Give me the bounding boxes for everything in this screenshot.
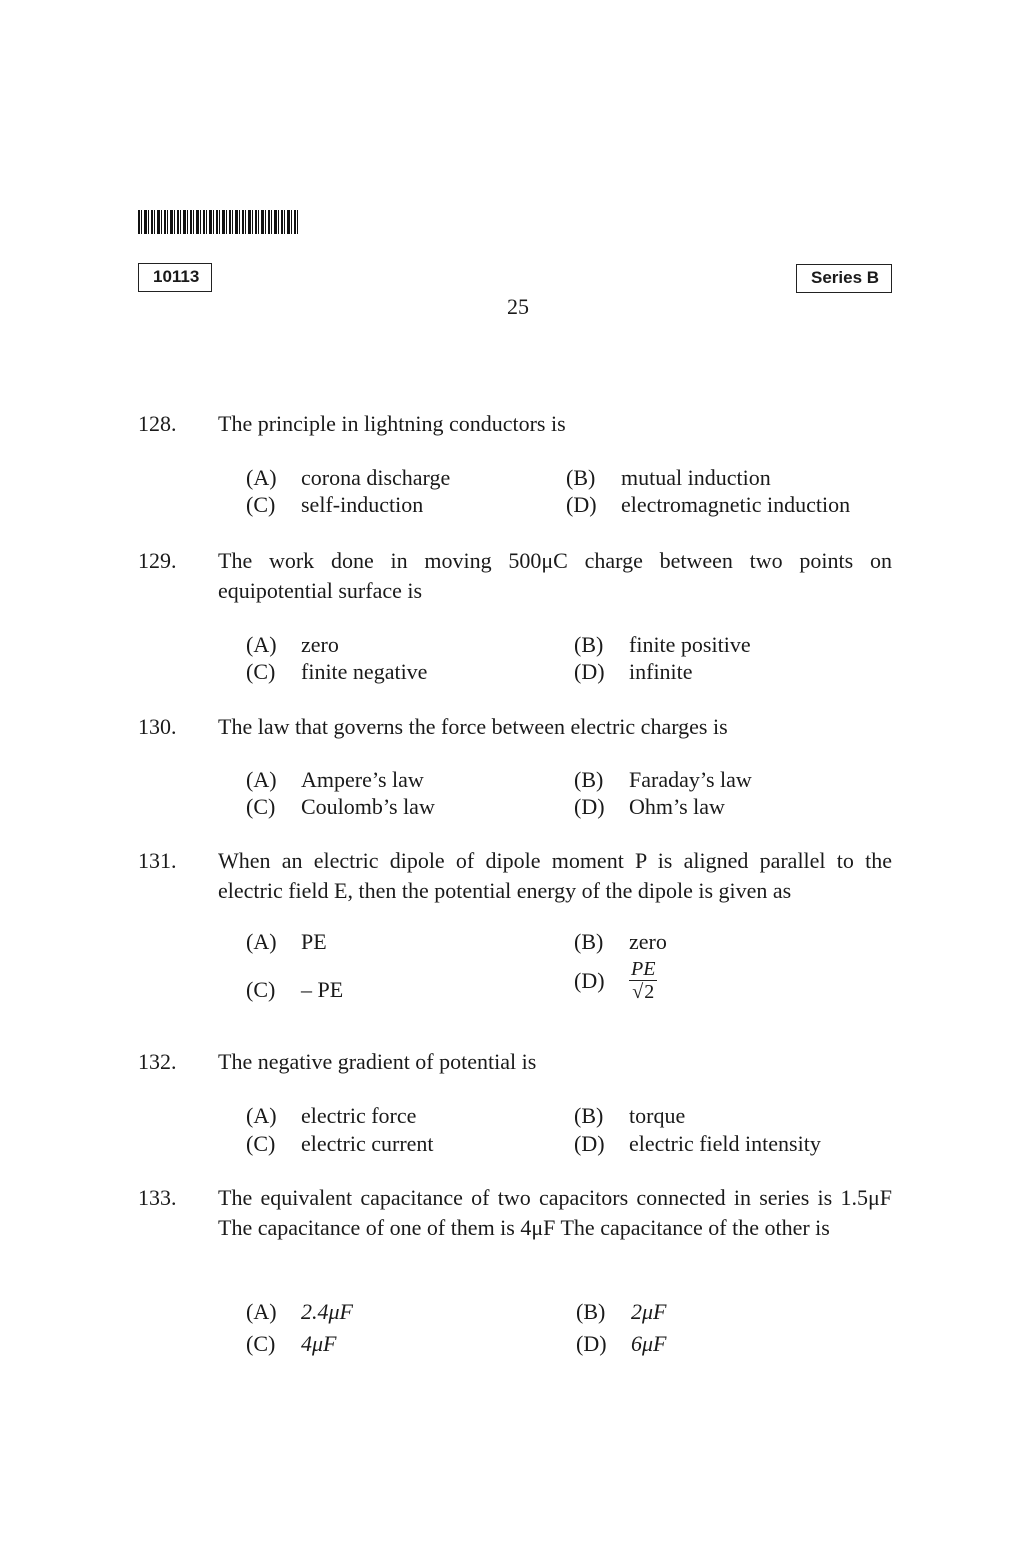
question-text: The work done in moving 500μC charge between two points on equipotential surface is [218,548,892,603]
question-number: 130. [138,714,177,739]
option-d: (D) 6μF [576,1331,667,1356]
option-c: (C) Coulomb’s law [246,794,435,819]
option-a: (A) corona discharge [246,465,451,490]
option-c: (C) electric current [246,1131,434,1156]
question-number: 133. [138,1185,177,1210]
option-c: (C) – PE [246,977,344,1002]
option-b: (B) mutual induction [566,465,771,490]
question-text: The principle in lightning conductors is [218,411,566,436]
question-number: 128. [138,411,177,436]
question-text: When an electric dipole of dipole moment P is aligned parallel to the electric field E, then the potential energy of the dipole is given as [218,848,892,903]
option-a: (A) PE [246,929,327,954]
question-number: 131. [138,848,177,873]
option-a: (A) 2.4μF [246,1299,353,1324]
barcode [138,210,300,234]
option-d: (D) infinite [574,659,693,684]
paper-code: 10113 [138,263,212,292]
option-a: (A) electric force [246,1103,417,1128]
option-c: (C) 4μF [246,1331,337,1356]
option-d: (D) Ohm’s law [574,794,725,819]
question-number: 129. [138,548,177,573]
fraction: $\frac{PE}{√2}$ [631,958,656,1003]
option-b: (B) finite positive [574,632,751,657]
option-d: (D) $\frac{PE}{√2}$ [574,958,656,1003]
option-b: (B) 2μF [576,1299,667,1324]
option-c: (C) finite negative [246,659,428,684]
question-text: The equivalent capacitance of two capacitors connected in series is 1.5μF The capacitance of one of them is 4μF The capacitance of the other is [218,1185,892,1240]
option-d: (D) electric field intensity [574,1131,821,1156]
option-d: (D) electromagnetic induction [566,492,851,517]
option-c: (C) self-induction [246,492,424,517]
series-label: Series B [796,264,892,293]
option-b: (B) torque [574,1103,686,1128]
option-a: (A) zero [246,632,339,657]
option-a: (A) Ampere’s law [246,767,424,792]
option-b: (B) Faraday’s law [574,767,752,792]
question-number: 132. [138,1049,177,1074]
question-text: The negative gradient of potential is [218,1049,537,1074]
option-b: (B) zero [574,929,667,954]
page-number: 25 [507,294,529,319]
question-text: The law that governs the force between electric charges is [218,714,728,739]
